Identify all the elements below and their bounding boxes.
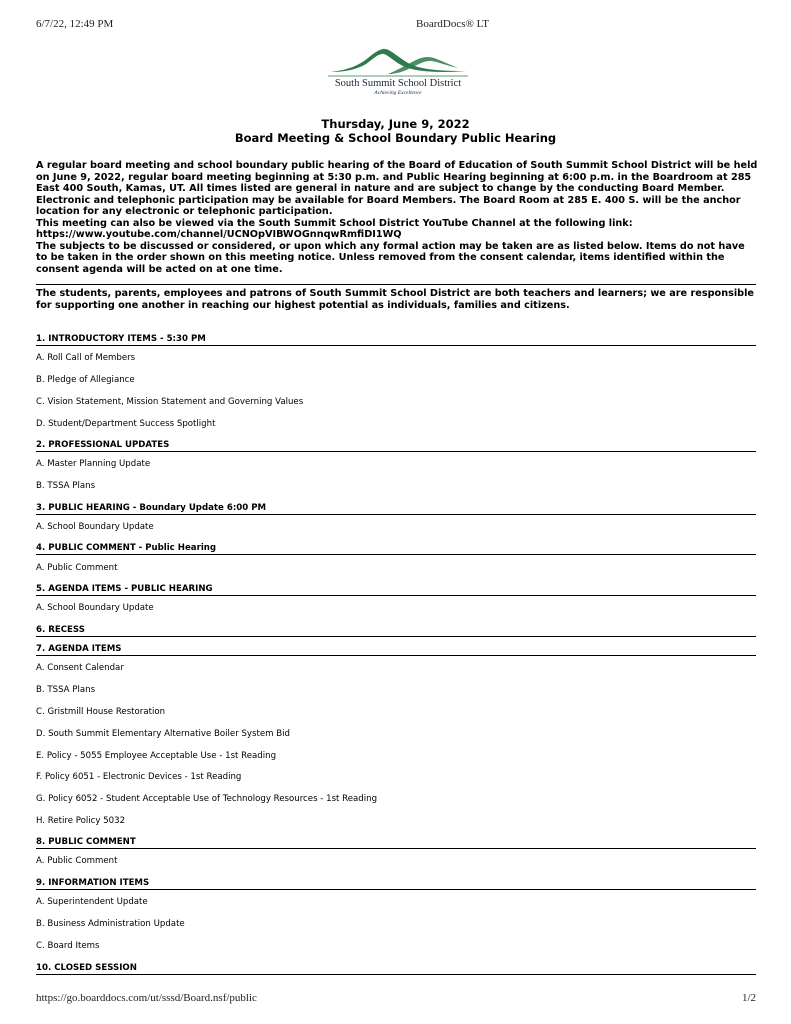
meeting-date: Thursday, June 9, 2022 xyxy=(321,117,470,131)
agenda-section-heading: 4. PUBLIC COMMENT - Public Hearing xyxy=(36,543,756,555)
logo-tagline: Achieving Excellence xyxy=(374,90,422,96)
print-url: https://go.boarddocs.com/ut/sssd/Board.nsf/public xyxy=(36,992,257,1004)
agenda-section-heading: 10. CLOSED SESSION xyxy=(36,963,756,975)
agenda-item: B. TSSA Plans xyxy=(36,685,96,695)
youtube-link[interactable]: https://www.youtube.com/channel/UCNOpVIBWOGnnqwRmfiDI1WQ xyxy=(36,229,402,240)
agenda-section-heading: 9. INFORMATION ITEMS xyxy=(36,878,756,890)
vision-statement: The students, parents, employees and patrons of South Summit School District are both teachers and learners; we are responsible for supporting one another in reaching our highest potential as individuals, families and citizens. xyxy=(36,288,755,311)
agenda-item: H. Retire Policy 5032 xyxy=(36,816,126,826)
mountain-logo-icon xyxy=(328,44,468,78)
agenda-item: A. Public Comment xyxy=(36,856,118,866)
agenda-item: F. Policy 6051 - Electronic Devices - 1st Reading xyxy=(36,772,242,782)
agenda-item: B. TSSA Plans xyxy=(36,481,96,491)
agenda-item: B. Pledge of Allegiance xyxy=(36,375,135,385)
district-logo xyxy=(328,44,468,100)
agenda-item: B. Business Administration Update xyxy=(36,919,185,929)
agenda-section-heading: 8. PUBLIC COMMENT xyxy=(36,837,756,849)
logo-district-name: South Summit School District xyxy=(334,78,462,89)
agenda-item: E. Policy - 5055 Employee Acceptable Use - 1st Reading xyxy=(36,751,277,761)
agenda-section-heading: 7. AGENDA ITEMS xyxy=(36,644,756,656)
meeting-title: Board Meeting & School Boundary Public Hearing xyxy=(234,131,557,145)
notice-paragraph: A regular board meeting and school boundary public hearing of the Board of Education of South Summit School District will be held on June 9, 2022, regular board meeting beginning at 5:30 p.m. and Public Hearing beginning at 6:00 p.m. in the Boardroom at 285 East 400 South, Kamas, UT. All times listed are general in nature and are subject to change by the conducting Board Member. Electronic and telephonic participation may be available for Board Members. The Board Room at 285 E. 400 S. will be the anchor location for any electronic or telephonic participation. xyxy=(36,160,758,217)
print-page-number: 1/2 xyxy=(742,992,757,1004)
agenda-section-heading: 3. PUBLIC HEARING - Boundary Update 6:00 PM xyxy=(36,503,756,515)
agenda-item: G. Policy 6052 - Student Acceptable Use of Technology Resources - 1st Reading xyxy=(36,794,378,804)
agenda-item: A. Consent Calendar xyxy=(36,663,124,673)
agenda-item: A. Superintendent Update xyxy=(36,897,148,907)
agenda-item: D. South Summit Elementary Alternative Boiler System Bid xyxy=(36,729,290,739)
agenda-item: A. Roll Call of Members xyxy=(36,353,136,363)
youtube-notice: This meeting can also be viewed via the South Summit School District YouTube Channel at the following link: xyxy=(36,217,633,229)
agenda-item: A. Public Comment xyxy=(36,563,118,573)
agenda-item: C. Vision Statement, Mission Statement and Governing Values xyxy=(36,397,304,407)
agenda-section-heading: 6. RECESS xyxy=(36,625,756,637)
agenda-section-heading: 5. AGENDA ITEMS - PUBLIC HEARING xyxy=(36,584,756,596)
agenda-item: A. Master Planning Update xyxy=(36,459,151,469)
agenda-item: D. Student/Department Success Spotlight xyxy=(36,419,216,429)
print-datetime: 6/7/22, 12:49 PM xyxy=(36,18,114,30)
agenda-item: C. Gristmill House Restoration xyxy=(36,707,166,717)
agenda-section-heading: 2. PROFESSIONAL UPDATES xyxy=(36,440,756,452)
agenda-item: C. Board Items xyxy=(36,941,100,951)
subjects-notice: The subjects to be discussed or considered, or upon which any formal action may be taken are as listed below. Items do not have to be taken in the order shown on this meeting notice. Unless removed from the consent calendar, items identified within the consent agenda will be acted on at one time. xyxy=(36,240,745,275)
divider xyxy=(36,284,756,285)
meeting-notice xyxy=(36,160,758,275)
agenda-item: A. School Boundary Update xyxy=(36,522,154,532)
print-site-title: BoardDocs® LT xyxy=(416,18,490,30)
agenda-item: A. School Boundary Update xyxy=(36,603,154,613)
agenda-section-heading: 1. INTRODUCTORY ITEMS - 5:30 PM xyxy=(36,334,756,346)
